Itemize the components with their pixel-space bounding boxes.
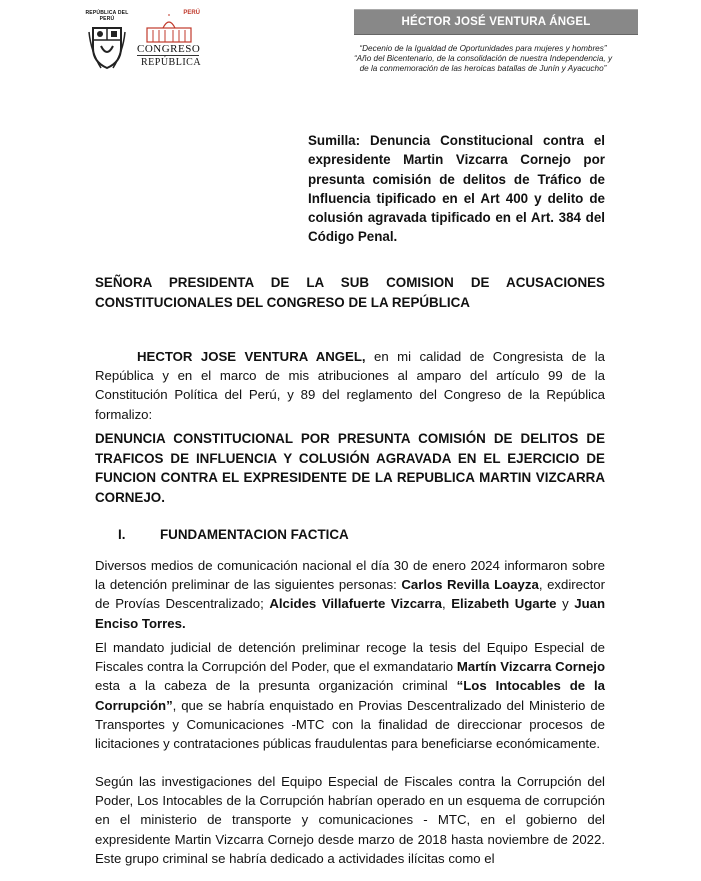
- coat-of-arms-icon: [87, 22, 127, 72]
- decenio-line-3: de la conmemoración de las heroicas batallas de Junín y Ayacucho”: [359, 64, 607, 74]
- p1-name-ugarte: Elizabeth Ugarte: [451, 596, 557, 612]
- p1-name-villafuerte: Alcides Villafuerte Vizcarra: [269, 596, 442, 612]
- p2-text-a: El mandato judicial de detención preliminar recoge la tesis del Equipo Especial de Fiscales contra la Corrupción del Poder, que el exmandatario: [95, 640, 605, 675]
- p2-text-e: , que se habría enquistado en Provias Descentralizado del Ministerio de Transportes y Comunicaciones -MTC con la finalidad de direccionar procesos de licitaciones y contrataciones públicas fraudulentas para beneficiarse económicamente.: [95, 697, 605, 752]
- section-heading: [118, 527, 349, 542]
- addressee: SEÑORA PRESIDENTA DE LA SUB COMISION DE ACUSACIONES CONSTITUCIONALES DEL CONGRESO DE LA REPÚBLICA: [95, 275, 605, 310]
- congreso-republica: REPÚBLICA: [141, 57, 202, 68]
- congress-building-icon: [145, 14, 193, 44]
- header-logos: [82, 10, 202, 72]
- escudo-caption: REPÚBLICA DEL PERÚ: [85, 10, 129, 22]
- intro-paragraph: [95, 347, 605, 424]
- congressman-name-banner: HÉCTOR JOSÉ VENTURA ÁNGEL: [354, 9, 638, 35]
- congreso-peru-label: PERÚ: [183, 10, 200, 16]
- paragraph-3: Según las investigaciones del Equipo Especial de Fiscales contra la Corrupción del Poder, Los Intocables de la Corrupción habrían operado en un esquema de corrupción en el ministerio de transporte y comunicaciones - MTC, en el gobierno del expresidente Martin Vizcarra Cornejo desde marzo de 2018 hasta noviembre de 2022. Este grupo criminal se habría dedicado a actividades ilícitas como el: [95, 774, 605, 866]
- paragraph-2: [95, 638, 605, 753]
- p1-text-g: y: [556, 596, 575, 612]
- p2-text-c: esta a la cabeza de la presunta organización criminal: [95, 678, 457, 694]
- congreso-name: CONGRESO: [137, 43, 201, 55]
- paragraph-1: [95, 556, 605, 633]
- decenio-line-1: “Decenio de la Igualdad de Oportunidades para mujeres y hombres”: [359, 44, 607, 53]
- decenio-line-2: “Año del Bicentenario, de la consolidación de nuestra Independencia, y: [353, 54, 613, 64]
- denuncia-title: DENUNCIA CONSTITUCIONAL POR PRESUNTA COMISIÓN DE DELITOS DE TRAFICOS DE INFLUENCIA Y COLUSIÓN AGRAVADA EN EL EJERCICIO DE FUNCION CONTRA EL EXPRESIDENTE DE LA REPUBLICA MARTIN VIZCARRA CORNEJO.: [95, 431, 605, 505]
- congreso-logo: [137, 10, 202, 72]
- congreso-divider: [137, 55, 199, 56]
- p1-text-c: , exdirector de Provías Descentralizado;: [95, 577, 605, 612]
- intro-text: en mi calidad de Congresista de la República y en el marco de mis atribuciones al amparo del artículo 99 de la Constitución Política del Perú, y 89 del reglamento del Congreso de la República formalizo:: [95, 349, 605, 422]
- section-number: I.: [118, 527, 126, 542]
- intro-name: HECTOR JOSE VENTURA ANGEL,: [137, 349, 366, 364]
- p2-org-name: “Los Intocables de la Corrupción”: [95, 678, 605, 713]
- p2-name-vizcarra: Martín Vizcarra Cornejo: [456, 659, 605, 675]
- section-title: FUNDAMENTACION FACTICA: [160, 527, 349, 542]
- decenio-text: [318, 44, 648, 75]
- p1-name-revilla: Carlos Revilla Loayza: [401, 577, 539, 593]
- escudo-peru-logo: [82, 10, 132, 70]
- sumilla: Sumilla: Denuncia Constitucional contra el expresidente Martin Vizcarra Cornejo por presunta comisión de delitos de Tráfico de Influencia tipificado en el Art 400 y delito de colusión agravada tipificado en el Art. 384 del Código Penal.: [308, 133, 605, 245]
- p1-name-enciso: Juan Enciso Torres.: [95, 596, 606, 631]
- p1-text-a: Diversos medios de comunicación nacional el día 30 de enero 2024 informaron sobre la detención preliminar de las siguientes personas:: [95, 558, 605, 593]
- p1-text-e: ,: [442, 596, 452, 612]
